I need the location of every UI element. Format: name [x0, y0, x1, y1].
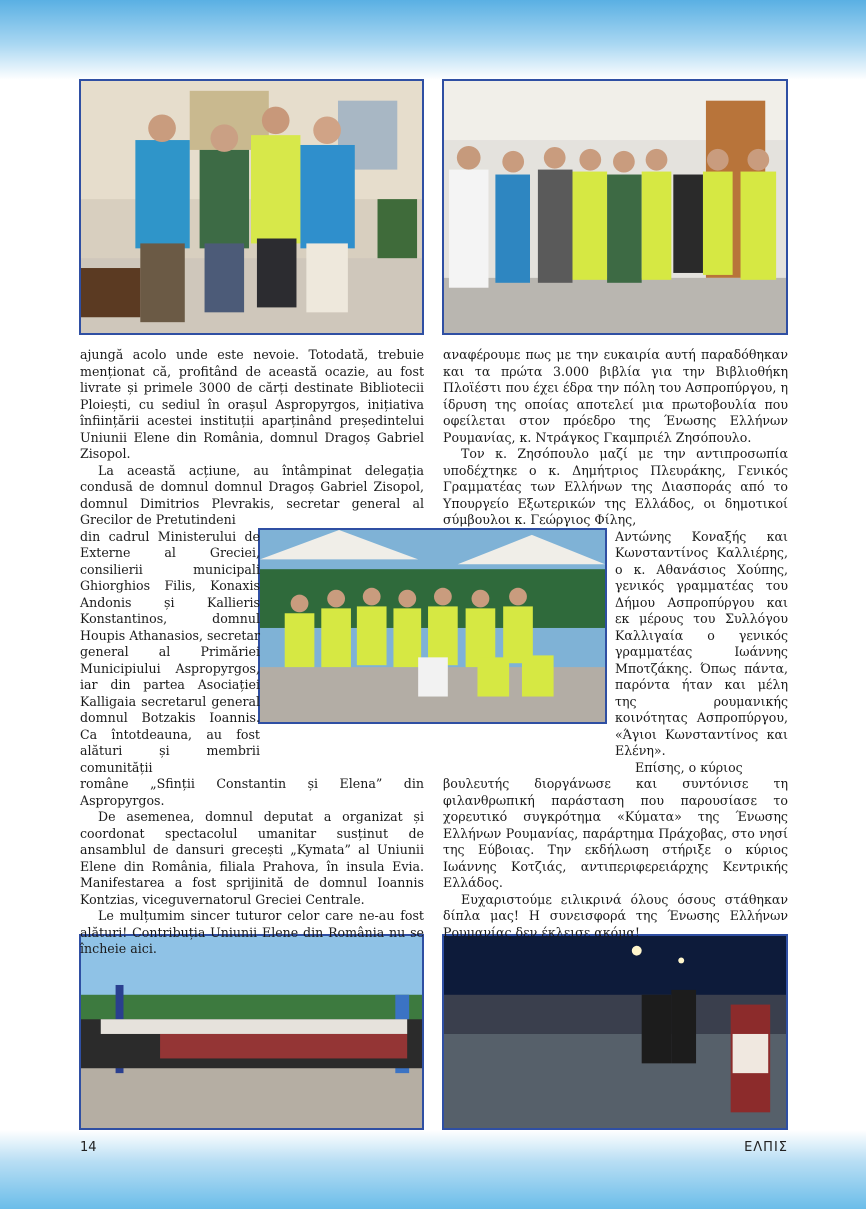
page-number: 14 — [80, 1140, 97, 1155]
gr-paragraph-4: Ευχαριστούμε ειλικρινά όλους όσους στάθηκαν δίπλα μας! Η συνεισφορά της Ένωσης Ελλήνων Ρουμανίας δεν έκλεισε ακόμα! — [443, 891, 788, 940]
photo-office-group — [79, 79, 424, 335]
ro-paragraph-2-end: române „Sfinții Constantin și Elena” din Aspropyrgos. — [80, 776, 424, 808]
gr-paragraph-3-start: Επίσης, ο κύριος — [635, 759, 743, 775]
top-gradient-band — [0, 0, 866, 80]
romanian-column — [80, 347, 424, 958]
gr-paragraph-2-wrap: Αντώνης Κοναξής και Κωνσταντίνος Καλλιέρης, ο κ. Αθανάσιος Χούπης, γενικός γραμματέας του Δήμου Ασπροπύργου και εκ μέρους του Συλλόγου Καλλιγαία ο γενικός γραμματέας Ιωάννης Μποτζάκης. Όπως πάντα, παρόντα ήταν και μέλη της ρουμανικής κοινότητας Ασπροπύργου, «Άγιοι Κωνσταντίνος και Ελένη». — [615, 528, 788, 758]
gr-paragraph-1: αναφέρουμε πως με την ευκαιρία αυτή παραδόθηκαν και τα πρώτα 3.000 βιβλία για την Βιβλιοθήκη Πλοϊέστι που έχει έδρα την πόλη του Ασπροπύργου, η ίδρυση της οποίας αποτελεί μια πρωτοβουλία που οφείλεται στον πρόεδρο της Ένωσης Ελλήνων Ρουμανίας, κ. Ντράγκος Γκαμπριέλ Ζησόπουλο. — [443, 347, 788, 445]
ro-paragraph-2-top: La această acțiune, au întâmpinat delegația condusă de domnul domnul Dragoș Gabriel Zisopol, domnul Dimitrios Plevrakis, secretar general al Grecilor de Pretutindeni — [80, 462, 424, 527]
photo-library-group — [442, 79, 788, 335]
bottom-gradient-band — [0, 1130, 866, 1209]
gr-paragraph-3: βουλευτής διοργάνωσε και συντόνισε τη φιλανθρωπική παράσταση που παρουσίασε το χορευτικό συγκρότημα «Κύματα» της Ένωσης Ελλήνων Ρουμανίας, παράρτημα Πράχοβας, στο νησί της Εύβοιας. Την εκδήλωση στήριξε ο κύριος Ιωάννης Κοτζιάς, αντιπεριφερειάρχης Κεντρικής Ελλάδος. — [443, 776, 788, 890]
greek-column — [443, 347, 788, 941]
magazine-title: ΕΛΠΙΣ — [744, 1140, 788, 1155]
ro-paragraph-3: De asemenea, domnul deputat a organizat și coordonat spectacolul umanitar susținut de ansamblul de dansuri grecești „Kymata” al Uniunii Elene din România, filiala Prahova, în insula Evia. Manifestarea a fost sprijinită de domnul Ioannis Kontzias, viceguvernatorul Greciei Centrale. — [80, 809, 424, 907]
ro-paragraph-1: ajungă acolo unde este nevoie. Totodată, trebuie menționat că, profitând de această ocazie, au fost livrate și primele 3000 de cărți destinate Bibliotecii Ploiești, cu sediul în orașul Aspropyrgos, inițiativa înființării acestei instituții aparținând președintelui Uniunii Elene din România, domnul Dragoș Gabriel Zisopol. — [80, 347, 424, 461]
ro-paragraph-2-wrap: din cadrul Ministerului de Externe al Greciei, consilierii municipali Ghiorghios Filis, Konaxis Andonis și Kallieris Konstantinos, domnul Houpis Athanasios, secretar general al Primăriei Municipiului Aspropyrgos, iar din partea Asociației Kalligaia secretarul general domnul Botzakis Ioannis. Ca întotdeauna, au fost alături și membrii comunității — [80, 528, 260, 775]
gr-paragraph-2-top: Τον κ. Ζησόπουλο μαζί με την αντιπροσωπία υποδέχτηκε ο κ. Δημήτριος Πλευράκης, Γενικός Γραμματέας των Ελλήνων της Διασποράς από το Υπουργείο Εξωτερικών της Ελλάδος, οι δημοτικοί σύμβουλοι κ. Γεώργιος Φίλης, — [443, 446, 788, 527]
photo-night-dance-performance — [442, 934, 788, 1130]
ro-paragraph-4: Le mulțumim sincer tuturor celor care ne-au fost alături! Contribuția Uniunii Elene din România nu se încheie aici. — [80, 908, 424, 956]
photo-dance-group-flags — [79, 934, 424, 1130]
